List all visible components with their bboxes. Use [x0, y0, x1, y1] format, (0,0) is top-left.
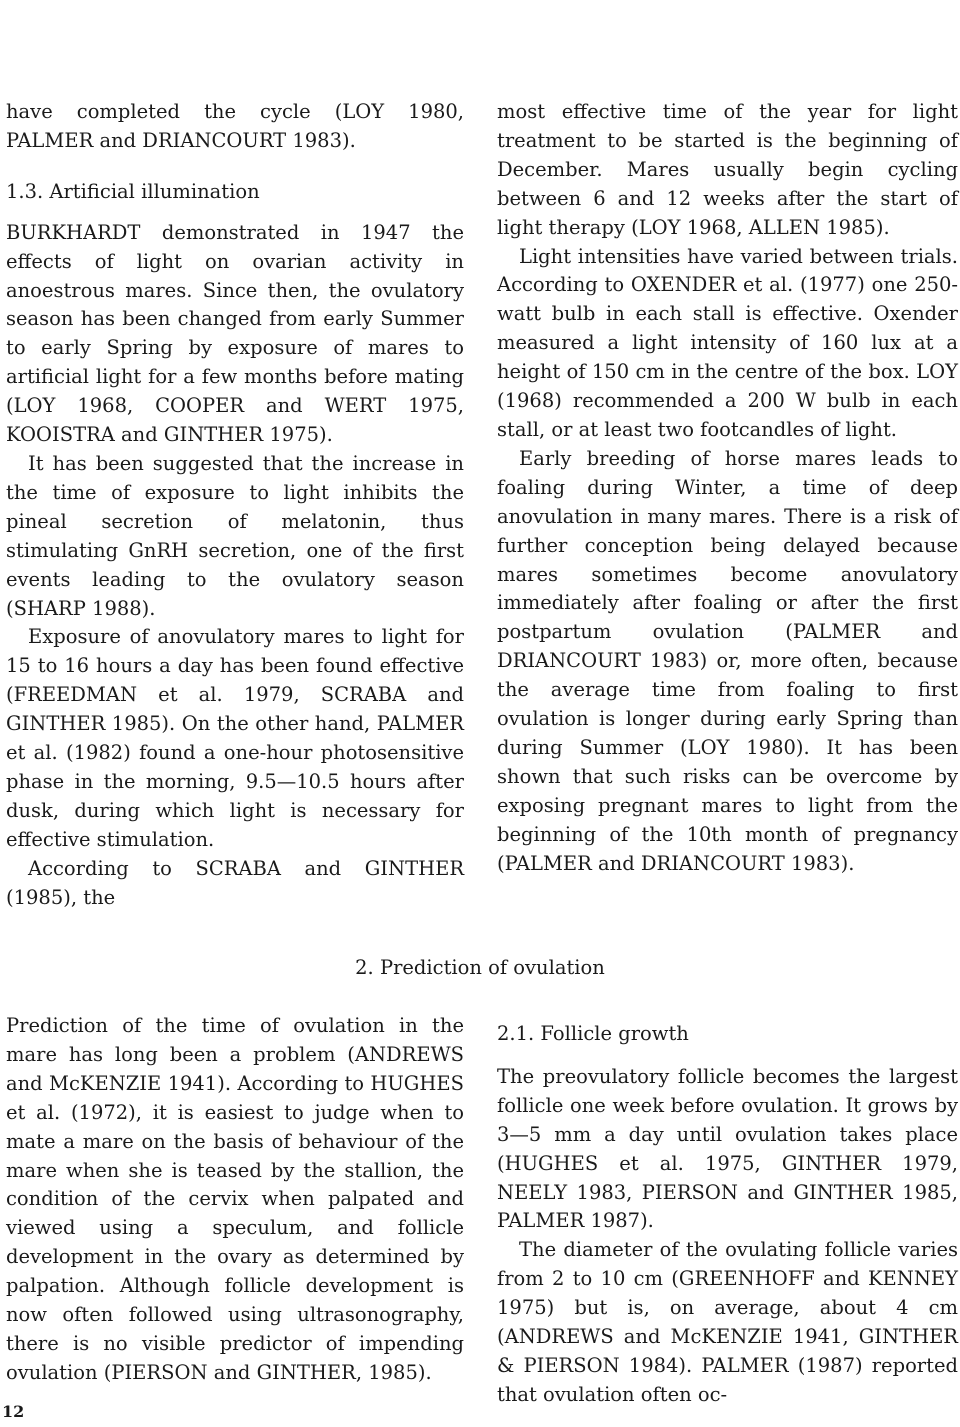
section-heading-2: 2. Prediction of ovulation [355, 956, 605, 979]
column-bottom-left [6, 1012, 464, 1388]
column-top-left [6, 98, 464, 912]
paragraph: Prediction of the time of ovulation in the mare has long been a problem (ANDREWS and McKENZIE 1941). According to HUGHES et al. (1972), it is easiest to judge when to mate a mare on the basis of behaviour of the mare when she is teased by the stallion, the condition of the cervix when palpated and viewed using a speculum, and follicle development in the ovary as determined by palpation. Although follicle development is now often followed using ultrasonography, there is no visible predictor of impending ovulation (PIERSON and GINTHER, 1985). [6, 1014, 464, 1384]
paragraph: have completed the cycle (LOY 1980, PALMER and DRIANCOURT 1983). [6, 100, 464, 152]
section-heading-1-3: 1.3. Artificial illumination [6, 179, 260, 203]
paragraph: most effective time of the year for light treatment to be started is the beginning of December. Mares usually begin cycling between 6 and 12 weeks after the start of light therapy (LOY 1968, ALLEN 1985). [497, 100, 958, 239]
column-bottom-right [497, 1020, 958, 1410]
paragraph: BURKHARDT demonstrated in 1947 the effects of light on ovarian activity in anoestrous mares. Since then, the ovulatory season has been changed from early Summer to early Spring by exposure of mares to artificial light for a few months before mating (LOY 1968, COOPER and WERT 1975, KOOISTRA and GINTHER 1975). [6, 220, 464, 447]
paragraph: According to SCRABA and GINTHER (1985), the [6, 856, 464, 909]
section-heading-2-1: 2.1. Follicle growth [497, 1022, 689, 1045]
paragraph: Exposure of anovulatory mares to light for 15 to 16 hours a day has been found effective (FREEDMAN et al. 1979, SCRABA and GINTHER 1985). On the other hand, PALMER et al. (1982) found a one-hour photosensitive phase in the morning, 9.5—10.5 hours after dusk, during which light is necessary for effective stimulation. [6, 625, 464, 851]
paragraph: The diameter of the ovulating follicle varies from 2 to 10 cm (GREENHOFF and KENNEY 1975) but is, on average, about 4 cm (ANDREWS and McKENZIE 1941, GINTHER & PIERSON 1984). PALMER (1987) reported that ovulation often oc- [497, 1238, 958, 1406]
paragraph: The preovulatory follicle becomes the largest follicle one week before ovulation. It grows by 3—5 mm a day until ovulation takes place (HUGHES et al. 1975, GINTHER 1979, NEELY 1983, PIERSON and GINTHER 1985, PALMER 1987). [497, 1064, 958, 1233]
paragraph: Light intensities have varied between trials. According to OXENDER et al. (1977) one 250-watt bulb in each stall is effective. Oxender measured a light intensity of 160 lux at a height of 150 cm in the centre of the box. LOY (1968) recommended a 200 W bulb in each stall, or at least two footcandles of light. [497, 244, 958, 441]
column-top-right [497, 98, 958, 878]
page-number: 12 [2, 1402, 25, 1421]
paragraph: It has been suggested that the increase in the time of exposure to light inhibits the pineal secretion of melatonin, thus stimulating GnRH secretion, one of the first events leading to the ovulatory season (SHARP 1988). [6, 451, 464, 620]
paragraph: Early breeding of horse mares leads to foaling during Winter, a time of deep anovulation in many mares. There is a risk of further conception being delayed because mares sometimes become anovulatory immediately after foaling or after the first postpartum ovulation (PALMER and DRIANCOURT 1983) or, more often, because the average time from foaling to first ovulation is longer during early Spring than during Summer (LOY 1980). It has been shown that such risks can be overcome by exposing pregnant mares to light from the beginning of the 10th month of pregnancy (PALMER and DRIANCOURT 1983). [497, 446, 958, 875]
